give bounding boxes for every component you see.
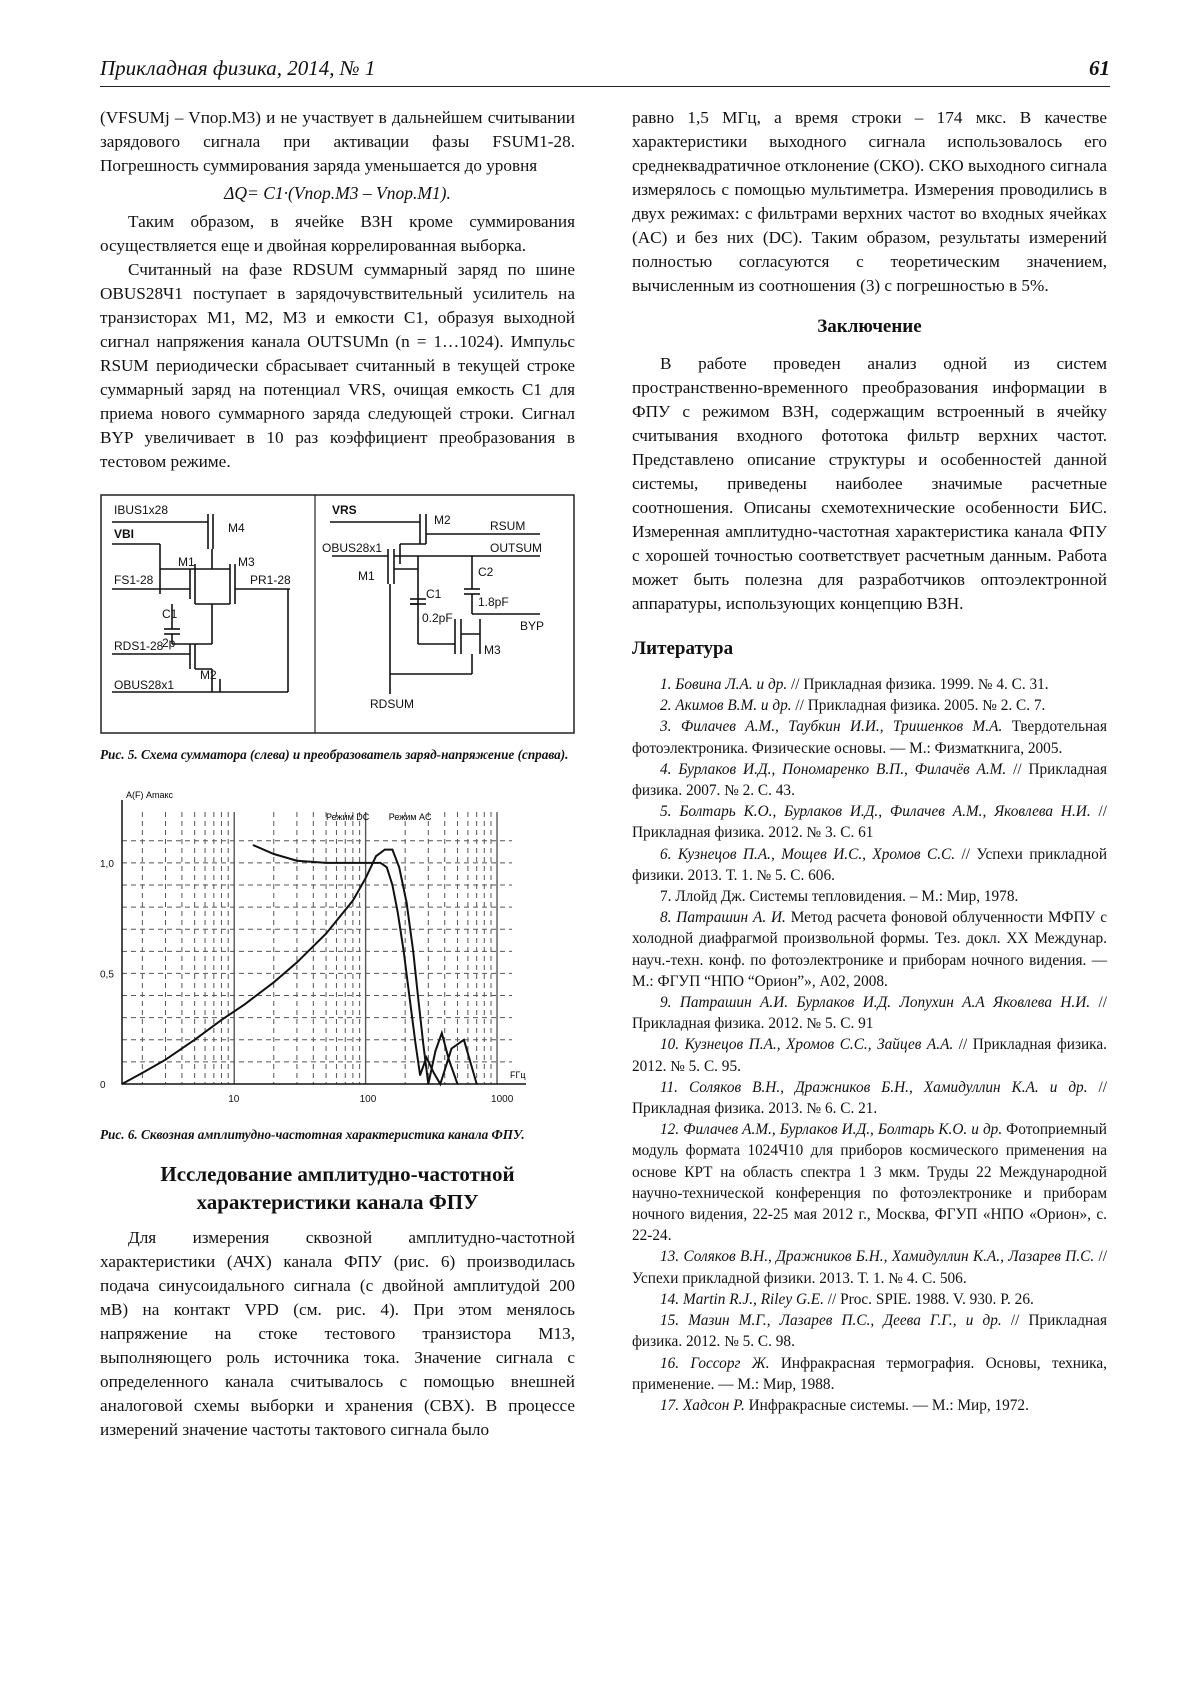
reference-authors: 13. Соляков В.Н., Дражников Б.Н., Хамидуллин К.А., Лазарев П.С. bbox=[660, 1248, 1095, 1266]
data-point bbox=[273, 853, 275, 855]
label-outsum: OUTSUM bbox=[490, 541, 542, 555]
data-point bbox=[221, 1019, 223, 1021]
data-point bbox=[121, 1083, 123, 1085]
series-line bbox=[122, 850, 458, 1084]
data-point bbox=[325, 933, 327, 935]
label-right-c1: C1 bbox=[426, 587, 442, 601]
reference-text: // Прикладная физика. 2005. № 2. С. 7. bbox=[791, 697, 1046, 715]
reference-text: Фотоприемный модуль формата 1024Ч10 для приборов космического применения на основе КРТ на область спектра 1 3 мкм. Труды 22 Международной научно-технической конференция по фотоэлектронике и приборам ночного видения, 22-25 мая 2012 г., Москва, ФГУП «НПО «Орион», с. 22-24. bbox=[632, 1121, 1107, 1245]
reference-authors: 10. Кузнецов П.А., Хромов С.С., Зайцев А.А. bbox=[660, 1036, 954, 1054]
annotation-ac: Режим AC bbox=[388, 812, 432, 822]
data-point bbox=[375, 855, 377, 857]
label-pr: PR1-28 bbox=[250, 573, 291, 587]
figure-6-caption: Рис. 6. Сквозная амплитудно-частотная характеристика канала ФПУ. bbox=[100, 1127, 525, 1142]
reference-item bbox=[632, 1310, 1107, 1352]
reference-item bbox=[632, 1077, 1107, 1119]
label-obus: OBUS28x1 bbox=[114, 678, 175, 692]
label-c1-value: 2p bbox=[162, 636, 176, 650]
reference-text: // Прикладная физика. 1999. № 4. С. 31. bbox=[787, 676, 1049, 693]
frequency-response-chart bbox=[100, 784, 575, 1114]
data-point bbox=[433, 1072, 435, 1074]
x-tick-label: 10 bbox=[228, 1094, 240, 1105]
reference-text: // Proc. SPIE. 1988. V. 930. P. 26. bbox=[823, 1290, 1034, 1308]
reference-authors: 5. Болтарь К.О., Бурлаков И.Д., Филачев А.М., Яковлева Н.И. bbox=[660, 803, 1091, 821]
reference-item bbox=[632, 759, 1107, 801]
label-m3: M3 bbox=[238, 555, 255, 569]
label-rsum: RSUM bbox=[490, 519, 526, 533]
data-point bbox=[296, 962, 298, 964]
reference-item bbox=[632, 1034, 1107, 1076]
references-list bbox=[632, 674, 1107, 1416]
reference-item bbox=[632, 801, 1107, 843]
reference-item bbox=[632, 886, 1107, 907]
data-point bbox=[423, 1043, 425, 1045]
data-point bbox=[417, 995, 419, 997]
data-point bbox=[380, 862, 382, 864]
label-vbi: VBI bbox=[114, 527, 135, 541]
equation: ΔQ= C1·(Vпор.M3 – Vпор.M1). bbox=[224, 183, 451, 203]
paragraph: Считанный на фазе RDSUM суммарный заряд по шине OBUS28Ч1 поступает в зарядочувствительный усилитель на транзисторах M1, M2, M3 и емкости C1, образуя выходной сигнал напряжения канала OUTSUMn (n = 1…1024). Импульс RSUM периодически сбрасывает считанный в текущей строке суммарный заряд на потенциал VRS, очищая емкость C1 для приема нового суммарного заряда следующей строки. Сигнал BYP увеличивает в 10 раз коэффициент преобразования в тестовом режиме. bbox=[100, 260, 575, 471]
data-point bbox=[397, 911, 399, 913]
reference-item bbox=[632, 1289, 1107, 1310]
label-c2-value: 1.8pF bbox=[478, 595, 509, 609]
x-tick-label: 1000 bbox=[491, 1094, 514, 1105]
reference-text: // Успехи прикладной физики. 2013. Т. 1. № 4. С. 506. bbox=[632, 1248, 1107, 1287]
label-right-c1-value: 0.2pF bbox=[422, 611, 453, 625]
reference-item bbox=[632, 1119, 1107, 1246]
data-point bbox=[244, 1004, 246, 1006]
reference-authors: 8. Патрашин А. И. bbox=[660, 909, 786, 927]
data-point bbox=[325, 862, 327, 864]
data-point bbox=[457, 1083, 459, 1085]
y-tick-label: 0,5 bbox=[100, 969, 114, 981]
reference-text: // Прикладная физика. 2012. № 5. С. 91 bbox=[632, 994, 1107, 1033]
data-point bbox=[352, 900, 354, 902]
references-title: Литература bbox=[632, 638, 734, 659]
reference-authors: 3. Филачев А.М., Таубкин И.И., Тришенков М.А. bbox=[660, 718, 1003, 736]
right-column bbox=[632, 106, 1107, 1416]
reference-item bbox=[632, 1353, 1107, 1395]
reference-authors: 14. Martin R.J., Riley G.E. bbox=[660, 1290, 824, 1308]
section-title: Исследование амплитудно-частотной характеристики канала ФПУ bbox=[160, 1162, 515, 1214]
data-point bbox=[419, 1074, 421, 1076]
reference-text: // Прикладная физика. 2007. № 2. С. 43. bbox=[632, 760, 1107, 800]
reference-item bbox=[632, 716, 1107, 758]
reference-authors: 12. Филачев А.М., Бурлаков И.Д., Болтарь К.О. и др. bbox=[660, 1121, 1003, 1139]
reference-authors: 6. Кузнецов П.А., Мощев И.С., Хромов С.С. bbox=[660, 845, 956, 863]
data-point bbox=[409, 995, 411, 997]
reference-item bbox=[632, 907, 1107, 992]
reference-text: Метод расчета фоновой облученности МФПУ с холодной диафрагмой произвольной формы. Тез. докл. XX Междунар. науч.-техн. конф. по фотоэлектронике и приборам ночного видения. — М.: ФГУП “НПО “Орион”», А02, 2008. bbox=[632, 909, 1107, 990]
label-ibus: IBUS1x28 bbox=[114, 503, 169, 517]
data-point bbox=[142, 1072, 144, 1074]
figure-6 bbox=[100, 784, 575, 1119]
data-point bbox=[476, 1083, 478, 1085]
label-right-obus: OBUS28x1 bbox=[322, 541, 383, 555]
reference-authors: 2. Акимов В.М. и др. bbox=[660, 697, 792, 715]
data-point bbox=[448, 1059, 450, 1061]
reference-authors: 15. Мазин М.Г., Лазарев П.С., Деева Г.Г., и др. bbox=[660, 1312, 1002, 1330]
data-point bbox=[165, 1059, 167, 1061]
data-point bbox=[412, 951, 414, 953]
data-point bbox=[386, 866, 388, 868]
figure-5-caption: Рис. 5. Схема сумматора (слева) и преобразователь заряд-напряжение (справа). bbox=[100, 747, 569, 762]
reference-authors: 1. Бовина Л.А. и др. bbox=[660, 676, 788, 693]
chart-grid bbox=[122, 812, 512, 1084]
reference-text: Инфракрасные системы. — М.: Мир, 1972. bbox=[744, 1396, 1029, 1414]
paragraph: равно 1,5 МГц, а время строки – 174 мкс. В качестве характеристики выходного сигнала использовалось его среднеквадратичное отклонение (СКО). СКО выходного сигнала измерялось с помощью мультиметра. Измерения проводились в двух режимах: с фильтрами верхних частот во входных ячейках (AC) и без них (DC). Таким образом, результаты измерений полностью согласуются с теоретическим значением, вычисленным из соотношения (3) с погрешностью в 5%. bbox=[632, 108, 1107, 295]
x-tick-label: 100 bbox=[359, 1094, 377, 1105]
reference-authors: 9. Патрашин А.И. Бурлаков И.Д. Лопухин А.А Яковлева Н.И. bbox=[660, 994, 1091, 1012]
reference-text: 7. Ллойд Дж. Системы тепловидения. – М.: Мир, 1978. bbox=[660, 888, 1019, 906]
data-point bbox=[384, 849, 386, 851]
data-point bbox=[439, 1083, 441, 1085]
data-point bbox=[296, 860, 298, 862]
data-point bbox=[352, 862, 354, 864]
label-right-m1: M1 bbox=[358, 569, 375, 583]
reference-text: Твердотельная фотоэлектроника. Физические основы. — М.: Физматкнига, 2005. bbox=[632, 718, 1107, 757]
reference-authors: 11. Соляков В.Н., Дражников Б.Н., Хамидуллин К.А. и др. bbox=[660, 1078, 1088, 1096]
reference-authors: 4. Бурлаков И.Д., Пономаренко В.П., Филачёв А.М. bbox=[660, 760, 1007, 778]
reference-item bbox=[632, 844, 1107, 886]
conclusion-title: Заключение bbox=[817, 316, 922, 337]
label-right-m3: M3 bbox=[484, 643, 501, 657]
reference-text: // Прикладная физика. 2012. № 5. С. 98. bbox=[632, 1312, 1108, 1351]
data-point bbox=[253, 844, 255, 846]
label-c1: C1 bbox=[162, 607, 178, 621]
chart-series bbox=[121, 844, 477, 1084]
paragraph: Для измерения сквозной амплитудно-частотной характеристики (АЧХ) канала ФПУ (рис. 6) производилась подача синусоидального сигнала (с двойной амплитудой 200 мВ) на контакт VPD (см. рис. 4). При этом менялось напряжение на стоке тестового транзистора M13, выполняющего роль источника тока. Значение сигнала с определенного канала считывалось с помощью внешней аналоговой схемы выборки и хранения (СВХ). В процессе измерений значение частоты тактового сигнала было bbox=[100, 1228, 575, 1439]
label-m2: M2 bbox=[200, 668, 217, 682]
paragraph: (VFSUMj – Vпор.M3) и не участвует в дальнейшем считывании зарядового сигнала при активации фазы FSUM1-28. Погрешность суммирования заряда уменьшается до уровня bbox=[100, 108, 575, 175]
reference-text: // Прикладная физика. 2013. № 6. С. 21. bbox=[632, 1078, 1108, 1118]
circuit-schematic bbox=[100, 494, 575, 734]
data-point bbox=[406, 902, 408, 904]
journal-title: Прикладная физика, 2014, № 1 bbox=[100, 56, 376, 80]
data-point bbox=[273, 981, 275, 983]
label-byp: BYP bbox=[520, 619, 545, 633]
reference-item bbox=[632, 992, 1107, 1034]
data-point bbox=[463, 1039, 465, 1041]
paragraph: Таким образом, в ячейке ВЗН кроме суммирования осуществляется еще и двойная коррелированная выборка. bbox=[100, 212, 575, 255]
page-number: 61 bbox=[1089, 56, 1110, 80]
running-header bbox=[100, 54, 1110, 87]
reference-text: // Успехи прикладной физики. 2013. Т. 1. № 5. С. 606. bbox=[632, 845, 1108, 884]
y-axis-label: A(F) Аmакс bbox=[126, 790, 174, 800]
label-fs: FS1-28 bbox=[114, 573, 154, 587]
figure-5 bbox=[100, 494, 575, 739]
data-point bbox=[392, 849, 394, 851]
y-tick-label: 0 bbox=[100, 1080, 106, 1091]
reference-text: // Прикладная физика. 2012. № 5. С. 95. bbox=[632, 1036, 1107, 1075]
paragraph: В работе проведен анализ одной из систем пространственно-временного преобразования информации в ФПУ с режимом ВЗН, содержащим встроенный в ячейку считывания входного фототока фильтр верхних частот. Представлено описание структуры и особенностей данной системы, приведены наиболее значимые расчетные соотношения. Описаны схемотехнические особенности БИС. Измеренная амплитудно-частотная характеристика канала ФПУ с хорошей точностью соответствует расчетным данным. Работа может быть полезна для разработчиков оптоэлектронной аппаратуры, использующих концепцию ВЗН. bbox=[632, 354, 1107, 613]
data-point bbox=[441, 1032, 443, 1034]
label-m1: M1 bbox=[178, 555, 195, 569]
y-tick-label: 1,0 bbox=[100, 858, 114, 870]
reference-authors: 17. Хадсон Р. bbox=[660, 1396, 745, 1414]
data-point bbox=[428, 1083, 430, 1085]
data-point bbox=[415, 1043, 417, 1045]
data-point bbox=[365, 878, 367, 880]
x-axis-label: FГц bbox=[510, 1070, 526, 1080]
reference-text: // Прикладная физика. 2012. № 3. С. 61 bbox=[632, 803, 1107, 842]
left-column bbox=[100, 106, 575, 1442]
data-point bbox=[194, 1039, 196, 1041]
data-point bbox=[398, 866, 400, 868]
label-right-m2: M2 bbox=[434, 513, 451, 527]
label-rds: RDS1-28 bbox=[114, 639, 164, 653]
reference-text: Инфракрасная термография. Основы, техника, применение. — М.: Мир, 1988. bbox=[632, 1354, 1107, 1393]
reference-item bbox=[632, 695, 1107, 716]
reference-item bbox=[632, 1395, 1107, 1416]
reference-item bbox=[632, 674, 1107, 695]
label-c2: C2 bbox=[478, 565, 494, 579]
label-vrs: VRS bbox=[332, 503, 357, 517]
data-point bbox=[392, 884, 394, 886]
annotation-dc: Режим DC bbox=[326, 812, 370, 822]
label-rdsum: RDSUM bbox=[370, 697, 414, 711]
data-point bbox=[435, 1050, 437, 1052]
data-point bbox=[451, 1048, 453, 1050]
reference-item bbox=[632, 1246, 1107, 1288]
label-m4: M4 bbox=[228, 521, 245, 535]
data-point bbox=[403, 951, 405, 953]
reference-authors: 16. Госсорг Ж. bbox=[660, 1354, 770, 1372]
